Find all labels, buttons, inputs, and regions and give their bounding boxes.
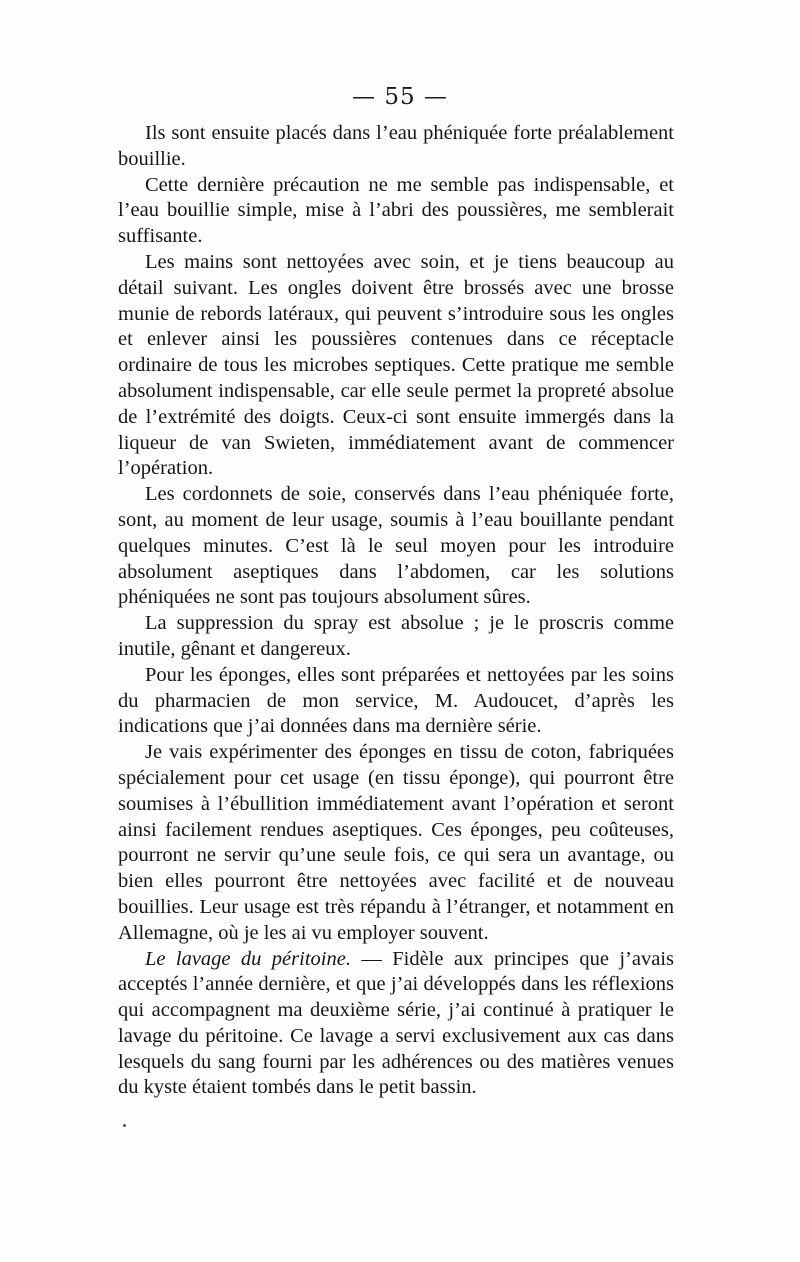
paragraph-4: Les cordonnets de soie, conservés dans l’eau phéniquée forte, sont, au moment de leur usage, soumis à l’eau bouillante pendant quelques minutes. C’est là le seul moyen pour les introduire absolument aseptiques dans l’abdomen, car les solutions phéniquées ne sont pas toujours absolument sûres.: [118, 483, 674, 609]
paragraph-5: La suppression du spray est absolue ; je le proscris comme inutile, gênant et dangereux.: [118, 612, 674, 660]
paragraph-3: Les mains sont nettoyées avec soin, et je tiens beaucoup au détail suivant. Les ongles doivent être brossés avec une brosse munie de rebords latéraux, qui peuvent s’introduire sous les ongles et enlever ainsi les poussières contenues dans ce réceptacle ordinaire de tous les microbes septiques. Cette pratique me semble absolument indispensable, car elle seule permet la propreté absolue de l’extrémité des doigts. Ceux-ci sont ensuite immergés dans la liqueur de van Swieten, immédiatement avant de commencer l’opération.: [118, 250, 674, 480]
paragraph-1: Ils sont ensuite placés dans l’eau phéniquée forte préalablement bouillie.: [118, 122, 674, 170]
section-heading: Le lavage du péritoine.: [145, 947, 351, 970]
paragraph-8-text: — Fidèle aux principes que j’avais acceptés l’année dernière, et que j’ai développés dans les réflexions qui accompagnent ma deuxième série, j’ai continué à pratiquer le lavage du péritoine. Ce lavage a servi exclusivement aux cas dans lesquels du sang fourni par les adhérences ou des matières venues du kyste étaient tombés dans le petit bassin.: [118, 947, 675, 1099]
body-text: [118, 121, 674, 1101]
paragraph-2: Cette dernière précaution ne me semble pas indispensable, et l’eau bouillie simple, mise à l’abri des poussières, me semblerait suffisante.: [118, 173, 674, 248]
paragraph-8: [118, 947, 674, 1102]
paragraph-6: Pour les éponges, elles sont préparées et nettoyées par les soins du pharmacien de mon service, M. Audoucet, d’après les indications que j’ai données dans ma dernière série.: [118, 663, 674, 738]
print-speck: [123, 1124, 126, 1127]
paragraph-7: Je vais expérimenter des éponges en tissu de coton, fabriquées spécialement pour cet usage (en tissu éponge), qui pourront être soumises à l’ébullition immédiatement avant l’opération et seront ainsi facilement rendues aseptiques. Ces éponges, peu coûteuses, pourront ne servir qu’une seule fois, ce qui sera un avantage, ou bien elles pourront être nettoyées avec facilité et de nouveau bouillies. Leur usage est très répandu à l’étranger, et notamment en Allemagne, où je les ai vu employer souvent.: [118, 741, 674, 944]
page-number: — 55 —: [352, 84, 448, 110]
